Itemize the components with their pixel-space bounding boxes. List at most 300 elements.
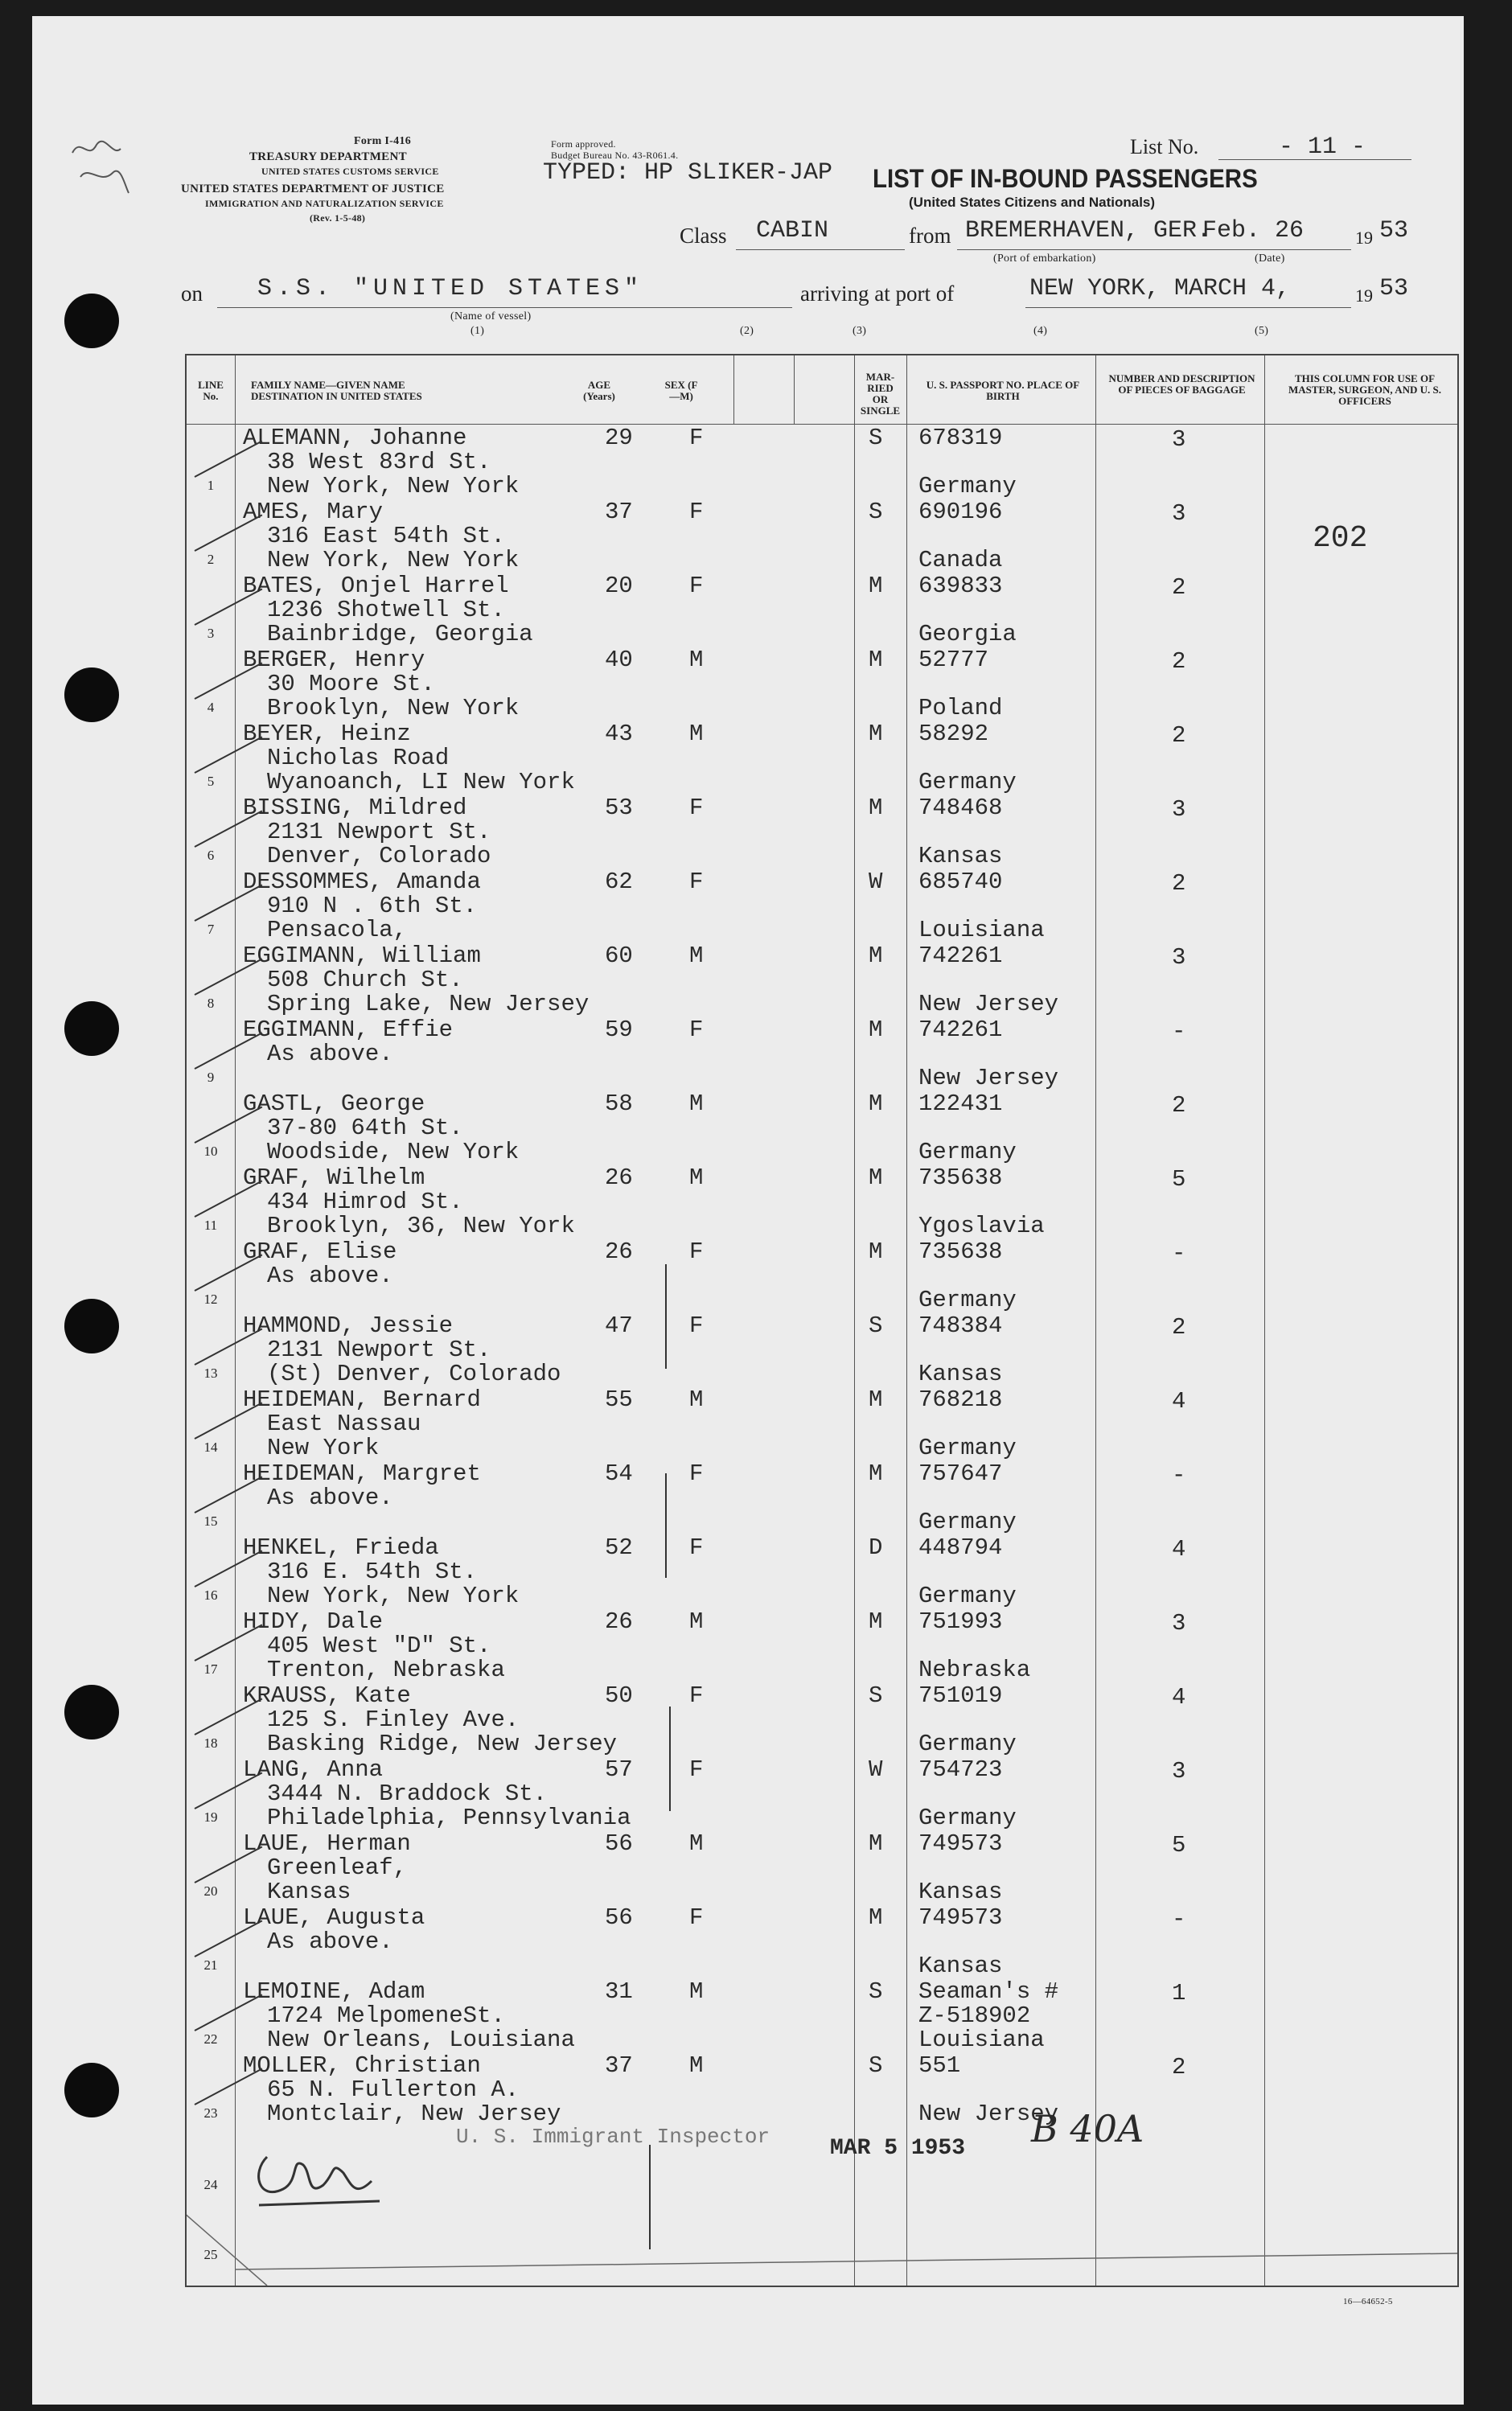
passenger-sex: M xyxy=(689,721,704,747)
passenger-sex: F xyxy=(689,869,704,895)
passenger-age: 20 xyxy=(605,573,633,599)
passenger-address-1: 2131 Newport St. xyxy=(267,819,491,845)
line-number: 9 xyxy=(207,1070,215,1085)
place-of-birth: Canada xyxy=(918,547,1003,573)
baggage-count: 2 xyxy=(1172,648,1186,675)
check-mark xyxy=(195,1772,263,1809)
passenger-sex: M xyxy=(689,1608,704,1635)
passenger-address-1: Nicholas Road xyxy=(267,745,450,771)
passenger-name: LANG, Anna xyxy=(243,1756,384,1783)
list-subtitle: (United States Citizens and Nationals) xyxy=(909,195,1156,210)
passenger-address-2: New York xyxy=(267,1435,380,1461)
budget-bureau: Budget Bureau No. 43-R061.4. xyxy=(551,150,679,161)
passenger-name: AMES, Mary xyxy=(243,499,384,525)
passenger-name: BISSING, Mildred xyxy=(243,795,467,821)
baggage-count: 2 xyxy=(1172,870,1186,897)
place-of-birth: Louisiana xyxy=(918,2027,1045,2053)
baggage-count: 2 xyxy=(1172,722,1186,749)
passport-number: 735638 xyxy=(918,1238,1003,1265)
typed-by: TYPED: HP SLIKER-JAP xyxy=(543,159,833,187)
passenger-name: ALEMANN, Johanne xyxy=(243,425,467,451)
passenger-age: 26 xyxy=(605,1608,633,1635)
passenger-address-2: (St) Denver, Colorado xyxy=(267,1361,561,1387)
place-of-birth: Kansas xyxy=(918,1953,1003,1979)
check-mark xyxy=(195,1403,263,1440)
passenger-marital-status: D xyxy=(869,1534,883,1561)
baggage-count: 2 xyxy=(1172,1314,1186,1341)
passenger-age: 53 xyxy=(605,795,633,821)
passenger-address-1: East Nassau xyxy=(267,1411,421,1437)
line-number: 21 xyxy=(203,1957,218,1973)
table-row xyxy=(187,1682,1457,1760)
inspector-label: U. S. Immigrant Inspector xyxy=(456,2125,770,2149)
date-note: (Date) xyxy=(1255,253,1285,265)
diagonal-mark xyxy=(187,2084,1457,2286)
passenger-marital-status: M xyxy=(869,721,883,747)
family-bracket xyxy=(665,1264,667,1369)
passenger-age: 26 xyxy=(605,1164,633,1191)
passenger-marital-status: S xyxy=(869,499,883,525)
passenger-name: GASTL, George xyxy=(243,1090,425,1117)
passenger-address-1: 3444 N. Braddock St. xyxy=(267,1781,548,1807)
passenger-sex: F xyxy=(689,425,704,451)
passport-number: Seaman's # xyxy=(918,1978,1059,2005)
table-row xyxy=(187,721,1457,798)
passenger-age: 29 xyxy=(605,425,633,451)
table-row xyxy=(187,1608,1457,1686)
form-approved: Form approved. xyxy=(551,138,616,150)
check-mark xyxy=(195,885,263,922)
passenger-sex: F xyxy=(689,1756,704,1783)
passport-number-2: Z-518902 xyxy=(918,2002,1031,2029)
ins-service: IMMIGRATION AND NATURALIZATION SERVICE xyxy=(205,198,444,209)
line-number: 24 xyxy=(203,2177,218,2192)
line-number: 14 xyxy=(203,1440,218,1455)
passenger-address-1: As above. xyxy=(267,1485,393,1511)
passenger-age: 62 xyxy=(605,869,633,895)
passenger-sex: F xyxy=(689,1682,704,1709)
line-number: 18 xyxy=(203,1735,218,1751)
line-number: 5 xyxy=(207,774,215,789)
passenger-age: 37 xyxy=(605,2052,633,2079)
passenger-sex: M xyxy=(689,943,704,969)
col-officers: THIS COLUMN FOR USE OF MASTER, SURGEON, AND U. S. OFFICERS xyxy=(1288,372,1441,407)
place-of-birth: Kansas xyxy=(918,1879,1003,1905)
footer-code: 16—64652-5 xyxy=(1343,2297,1393,2306)
passenger-address-1: 405 West "D" St. xyxy=(267,1633,491,1659)
line-number: 15 xyxy=(203,1514,218,1529)
line-number: 3 xyxy=(207,626,215,641)
table-row xyxy=(187,1460,1457,1538)
passenger-address-1: Greenleaf, xyxy=(267,1854,408,1881)
passenger-address-2: Trenton, Nebraska xyxy=(267,1657,505,1683)
passenger-age: 26 xyxy=(605,1238,633,1265)
year-value: 53 xyxy=(1379,217,1409,244)
baggage-count: 2 xyxy=(1172,574,1186,601)
baggage-count: - xyxy=(1172,1018,1186,1045)
passenger-address-2: Denver, Colorado xyxy=(267,843,491,869)
revision: (Rev. 1-5-48) xyxy=(310,212,366,224)
passenger-address-1: As above. xyxy=(267,1263,393,1289)
passenger-table xyxy=(185,354,1459,2287)
passenger-marital-status: M xyxy=(869,943,883,969)
check-mark xyxy=(195,811,263,848)
class-label: Class xyxy=(680,224,727,248)
family-bracket xyxy=(665,1473,667,1578)
baggage-count: 1 xyxy=(1172,1980,1186,2006)
place-of-birth: Kansas xyxy=(918,843,1003,869)
passenger-address-2: Woodside, New York xyxy=(267,1139,520,1165)
table-row xyxy=(187,1904,1457,1982)
check-mark xyxy=(195,1920,263,1957)
col-married: MAR- RIED OR SINGLE xyxy=(860,371,901,417)
col-age: AGE (Years) xyxy=(583,379,615,402)
passenger-sex: F xyxy=(689,573,704,599)
passenger-sex: M xyxy=(689,2052,704,2079)
passport-number: 742261 xyxy=(918,943,1003,969)
place-of-birth: Ygoslavia xyxy=(918,1213,1045,1239)
passport-number: 678319 xyxy=(918,425,1003,451)
baggage-count: - xyxy=(1172,1906,1186,1932)
baggage-count: 2 xyxy=(1172,1092,1186,1119)
passport-number: 749573 xyxy=(918,1830,1003,1857)
passenger-sex: F xyxy=(689,1238,704,1265)
treasury-dept: TREASURY DEPARTMENT xyxy=(249,150,407,163)
passenger-marital-status: W xyxy=(869,1756,883,1783)
passenger-marital-status: S xyxy=(869,1682,883,1709)
passenger-address-2: Spring Lake, New Jersey xyxy=(267,991,590,1017)
passport-number: 749573 xyxy=(918,1904,1003,1931)
place-of-birth: Germany xyxy=(918,769,1017,795)
passenger-name: EGGIMANN, Effie xyxy=(243,1017,454,1043)
list-no-label: List No. xyxy=(1130,135,1199,158)
passenger-address-2: Brooklyn, New York xyxy=(267,695,520,721)
check-mark xyxy=(195,1107,263,1144)
passenger-age: 43 xyxy=(605,721,633,747)
check-mark xyxy=(195,441,263,478)
line-number: 1 xyxy=(207,478,215,493)
passenger-marital-status: M xyxy=(869,1238,883,1265)
place-of-birth: Germany xyxy=(918,1139,1017,1165)
passenger-address-1: 38 West 83rd St. xyxy=(267,449,491,475)
passport-number: 448794 xyxy=(918,1534,1003,1561)
check-mark xyxy=(195,959,263,996)
passenger-address-2: New Orleans, Louisiana xyxy=(267,2027,575,2053)
passenger-age: 52 xyxy=(605,1534,633,1561)
passenger-address-1: 910 N . 6th St. xyxy=(267,893,478,919)
col-num-3: (3) xyxy=(853,325,867,337)
table-row xyxy=(187,1534,1457,1612)
table-row xyxy=(187,1090,1457,1168)
table-row xyxy=(187,1978,1457,2056)
arrival-year-prefix: 19 xyxy=(1355,285,1373,306)
check-mark xyxy=(195,1181,263,1218)
list-title: LIST OF IN-BOUND PASSENGERS xyxy=(873,164,1258,193)
table-row xyxy=(187,425,1457,502)
passenger-marital-status: M xyxy=(869,1090,883,1117)
port-embark-note: (Port of embarkation) xyxy=(993,253,1096,265)
passenger-address-2: Wyanoanch, LI New York xyxy=(267,769,575,795)
passport-number: 52777 xyxy=(918,647,989,673)
passenger-marital-status: S xyxy=(869,2052,883,2079)
justice-dept: UNITED STATES DEPARTMENT OF JUSTICE xyxy=(181,183,445,195)
passenger-sex: M xyxy=(689,1090,704,1117)
passport-number: 748468 xyxy=(918,795,1003,821)
passenger-address-2: New York, New York xyxy=(267,1583,520,1609)
baggage-count: - xyxy=(1172,1240,1186,1267)
passenger-sex: F xyxy=(689,1460,704,1487)
margin-note-202: 202 xyxy=(1313,521,1368,556)
table-row xyxy=(187,1830,1457,1908)
passenger-name: HAMMOND, Jessie xyxy=(243,1312,454,1339)
passenger-age: 47 xyxy=(605,1312,633,1339)
passenger-sex: M xyxy=(689,1978,704,2005)
line-number: 2 xyxy=(207,552,215,567)
line-number: 6 xyxy=(207,848,215,863)
date-value: Feb. 26 xyxy=(1202,217,1305,244)
passport-number: 58292 xyxy=(918,721,989,747)
baggage-count: 4 xyxy=(1172,1684,1186,1711)
passenger-address-2: Pensacola, xyxy=(267,917,408,943)
punch-hole xyxy=(64,667,119,722)
punch-hole xyxy=(64,294,119,348)
from-label: from xyxy=(909,224,951,248)
table-row xyxy=(187,573,1457,650)
passenger-name: LEMOINE, Adam xyxy=(243,1978,425,2005)
passenger-address-1: 1724 MelpomeneSt. xyxy=(267,2002,505,2029)
baggage-count: 3 xyxy=(1172,944,1186,971)
place-of-birth: Germany xyxy=(918,1731,1017,1757)
table-row xyxy=(187,869,1457,946)
baggage-count: 3 xyxy=(1172,500,1186,527)
place-of-birth: Germany xyxy=(918,1435,1017,1461)
passenger-marital-status: M xyxy=(869,1017,883,1043)
passport-number: 690196 xyxy=(918,499,1003,525)
table-row xyxy=(187,647,1457,724)
place-of-birth: Kansas xyxy=(918,1361,1003,1387)
table-row xyxy=(187,1017,1457,1094)
passenger-age: 40 xyxy=(605,647,633,673)
line-number: 23 xyxy=(203,2105,218,2121)
passport-number: 748384 xyxy=(918,1312,1003,1339)
passenger-address-2: Basking Ridge, New Jersey xyxy=(267,1731,618,1757)
passenger-age: 58 xyxy=(605,1090,633,1117)
passenger-age: 54 xyxy=(605,1460,633,1487)
col-baggage: NUMBER AND DESCRIPTION OF PIECES OF BAGGAGE xyxy=(1108,372,1255,396)
table-row xyxy=(187,1238,1457,1316)
baggage-count: 3 xyxy=(1172,1758,1186,1785)
passenger-marital-status: M xyxy=(869,573,883,599)
passenger-address-1: 2131 Newport St. xyxy=(267,1337,491,1363)
passenger-address-2: Kansas xyxy=(267,1879,351,1905)
check-mark xyxy=(195,1994,263,2031)
passenger-age: 56 xyxy=(605,1830,633,1857)
col-num-1: (1) xyxy=(470,325,485,337)
line-number: 22 xyxy=(203,2031,218,2047)
passenger-sex: F xyxy=(689,795,704,821)
passenger-name: HENKEL, Frieda xyxy=(243,1534,439,1561)
passenger-marital-status: S xyxy=(869,1978,883,2005)
passenger-name: MOLLER, Christian xyxy=(243,2052,481,2079)
passenger-address-2: New York, New York xyxy=(267,547,520,573)
line-number: 16 xyxy=(203,1587,218,1603)
passenger-marital-status: M xyxy=(869,1386,883,1413)
check-mark xyxy=(195,1033,263,1070)
baggage-count: 5 xyxy=(1172,1166,1186,1193)
check-mark xyxy=(195,1477,263,1514)
on-label: on xyxy=(181,281,203,306)
place-of-birth: New Jersey xyxy=(918,2101,1059,2127)
passport-number: 742261 xyxy=(918,1017,1003,1043)
handwritten-scribble xyxy=(64,129,137,217)
passenger-sex: F xyxy=(689,499,704,525)
passenger-marital-status: M xyxy=(869,1460,883,1487)
passenger-name: GRAF, Wilhelm xyxy=(243,1164,425,1191)
place-of-birth: Germany xyxy=(918,473,1017,499)
passport-number: 751993 xyxy=(918,1608,1003,1635)
passenger-name: BATES, Onjel Harrel xyxy=(243,573,509,599)
table-row xyxy=(187,1164,1457,1242)
baggage-count: - xyxy=(1172,1462,1186,1489)
passenger-address-1: 508 Church St. xyxy=(267,967,463,993)
passenger-marital-status: M xyxy=(869,795,883,821)
check-mark xyxy=(195,1255,263,1292)
passenger-address-2: Philadelphia, Pennsylvania xyxy=(267,1805,631,1831)
from-value: BREMERHAVEN, GER. xyxy=(965,217,1212,244)
passenger-address-2: Bainbridge, Georgia xyxy=(267,621,533,647)
passenger-marital-status: W xyxy=(869,869,883,895)
place-of-birth: Georgia xyxy=(918,621,1017,647)
place-of-birth: Germany xyxy=(918,1287,1017,1313)
passport-number: 757647 xyxy=(918,1460,1003,1487)
passenger-address-1: 316 E. 54th St. xyxy=(267,1559,478,1585)
baggage-count: 5 xyxy=(1172,1832,1186,1859)
list-no-value: - 11 - xyxy=(1279,133,1366,161)
line-number: 4 xyxy=(207,700,215,715)
passenger-marital-status: M xyxy=(869,1164,883,1191)
punch-hole xyxy=(64,1001,119,1056)
line-number: 11 xyxy=(203,1218,218,1233)
passenger-name: HEIDEMAN, Margret xyxy=(243,1460,481,1487)
passenger-address-1: 65 N. Fullerton A. xyxy=(267,2076,520,2103)
passenger-name: HIDY, Dale xyxy=(243,1608,384,1635)
passenger-address-1: As above. xyxy=(267,1928,393,1955)
customs-service: UNITED STATES CUSTOMS SERVICE xyxy=(261,166,439,177)
place-of-birth: Poland xyxy=(918,695,1003,721)
col-line: LINE No. xyxy=(198,379,224,402)
passenger-age: 57 xyxy=(605,1756,633,1783)
line-number: 20 xyxy=(203,1883,218,1899)
passenger-name: GRAF, Elise xyxy=(243,1238,397,1265)
passenger-age: 31 xyxy=(605,1978,633,2005)
passport-number: 122431 xyxy=(918,1090,1003,1117)
line-number: 25 xyxy=(203,2247,218,2262)
place-of-birth: New Jersey xyxy=(918,1065,1059,1091)
passport-number: 639833 xyxy=(918,573,1003,599)
passenger-sex: F xyxy=(689,1904,704,1931)
table-row xyxy=(187,499,1457,576)
table-row xyxy=(187,1312,1457,1390)
passenger-name: BERGER, Henry xyxy=(243,647,425,673)
arrival-year: 53 xyxy=(1379,275,1409,302)
line-number: 10 xyxy=(203,1144,218,1159)
passport-number: 551 xyxy=(918,2052,961,2079)
passenger-address-2: Montclair, New Jersey xyxy=(267,2101,561,2127)
passenger-name: HEIDEMAN, Bernard xyxy=(243,1386,481,1413)
table-row xyxy=(187,795,1457,872)
passenger-sex: M xyxy=(689,1386,704,1413)
check-mark xyxy=(195,1551,263,1587)
passenger-marital-status: M xyxy=(869,1830,883,1857)
check-mark xyxy=(195,515,263,552)
col-passport: U. S. PASSPORT NO. PLACE OF BIRTH xyxy=(926,379,1080,402)
passenger-name: KRAUSS, Kate xyxy=(243,1682,411,1709)
passenger-age: 37 xyxy=(605,499,633,525)
line-number: 13 xyxy=(203,1366,218,1381)
passenger-sex: M xyxy=(689,1830,704,1857)
passenger-age: 55 xyxy=(605,1386,633,1413)
place-of-birth: Louisiana xyxy=(918,917,1045,943)
baggage-count: 2 xyxy=(1172,2054,1186,2080)
place-of-birth: Nebraska xyxy=(918,1657,1031,1683)
passenger-age: 50 xyxy=(605,1682,633,1709)
check-mark xyxy=(195,1698,263,1735)
passenger-address-1: As above. xyxy=(267,1041,393,1067)
class-value: CABIN xyxy=(756,217,829,244)
punch-hole xyxy=(64,2063,119,2117)
check-mark xyxy=(195,589,263,626)
passenger-sex: M xyxy=(689,647,704,673)
arrival-port: NEW YORK, MARCH 4, xyxy=(1029,275,1291,302)
passenger-name: LAUE, Herman xyxy=(243,1830,411,1857)
punch-hole xyxy=(64,1299,119,1353)
table-row xyxy=(187,1386,1457,1464)
table-row xyxy=(187,1756,1457,1834)
vessel-note: (Name of vessel) xyxy=(450,310,532,322)
col-sex: SEX (F—M) xyxy=(664,379,698,402)
line-number: 19 xyxy=(203,1809,218,1825)
passenger-sex: F xyxy=(689,1017,704,1043)
punch-hole xyxy=(64,1685,119,1739)
line-number: 7 xyxy=(207,922,215,937)
vessel-name: S.S. "UNITED STATES" xyxy=(257,275,644,302)
baggage-count: 3 xyxy=(1172,426,1186,453)
col-name: FAMILY NAME—GIVEN NAME DESTINATION IN UNITED STATES xyxy=(251,379,422,402)
passport-number: 685740 xyxy=(918,869,1003,895)
check-mark xyxy=(195,1329,263,1366)
baggage-count: 3 xyxy=(1172,796,1186,823)
check-mark xyxy=(195,1624,263,1661)
passenger-name: LAUE, Augusta xyxy=(243,1904,425,1931)
family-bracket xyxy=(669,1707,671,1811)
passenger-address-2: New York, New York xyxy=(267,473,520,499)
passenger-address-1: 434 Himrod St. xyxy=(267,1189,463,1215)
arriving-label: arriving at port of xyxy=(800,281,955,306)
form-number: Form I-416 xyxy=(354,135,412,147)
passenger-address-1: 1236 Shotwell St. xyxy=(267,597,505,623)
passenger-name: DESSOMMES, Amanda xyxy=(243,869,481,895)
place-of-birth: New Jersey xyxy=(918,991,1059,1017)
year-prefix: 19 xyxy=(1355,228,1373,248)
place-of-birth: Germany xyxy=(918,1805,1017,1831)
col-num-4: (4) xyxy=(1033,325,1048,337)
passport-number: 768218 xyxy=(918,1386,1003,1413)
passenger-address-2: Brooklyn, 36, New York xyxy=(267,1213,575,1239)
passenger-name: BEYER, Heinz xyxy=(243,721,411,747)
passenger-marital-status: S xyxy=(869,1312,883,1339)
passenger-marital-status: M xyxy=(869,1904,883,1931)
line-number: 17 xyxy=(203,1661,218,1677)
